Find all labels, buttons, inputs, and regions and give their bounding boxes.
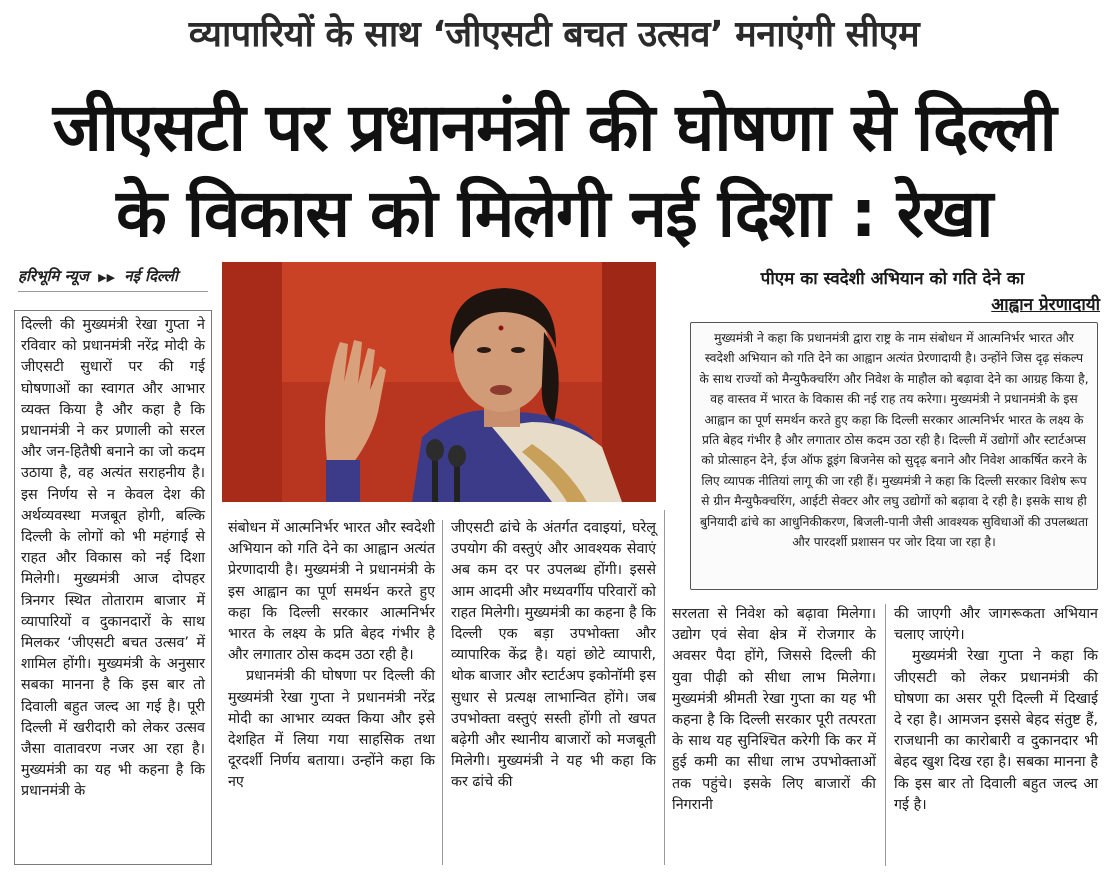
byline-city: नई दिल्ली bbox=[124, 267, 178, 285]
sidebar-subhead-line-2: आह्वान प्रेरणादायी bbox=[991, 295, 1100, 315]
column-divider bbox=[885, 604, 886, 866]
article-column-3 bbox=[451, 518, 656, 868]
paragraph: सरलता से निवेश को बढ़ावा मिलेगा। उद्योग एवं सेवा क्षेत्र में रोजगार के अवसर पैदा होंगे, जिससे दिल्ली की युवा पीढ़ी को सीधा लाभ मिलेगा। मुख्यमंत्री श्रीमती रेखा गुप्ता का यह भी कहना है कि दिल्ली सरकार पूरी तत्परता के साथ यह सुनिश्चित करेगी कि कर में हुई कमी का सीधा लाभ उपभोक्ताओं तक पहुंचे। इसके लिए बाजारों की निगरानी bbox=[672, 606, 876, 813]
column-divider bbox=[664, 510, 665, 865]
main-headline-line-2: के विकास को मिलेगी नई दिशा : रेखा bbox=[116, 175, 992, 252]
paragraph: प्रधानमंत्री की घोषणा पर दिल्ली की मुख्यमंत्री रेखा गुप्ता ने प्रधानमंत्री नरेंद्र मोदी का आभार व्यक्त किया और इसे देशहित में लिया गया साहसिक तथा दूरदर्शी निर्णय बताया। उन्होंने कहा कि नए bbox=[228, 668, 435, 791]
paragraph: जीएसटी ढांचे के अंतर्गत दवाइयां, घरेलू उपयोग की वस्तुएं और आवश्यक सेवाएं अब कम दर पर उपलब्ध होंगी। इससे आम आदमी और मध्यवर्गीय परिवारों को राहत मिलेगी। मुख्यमंत्री का कहना है कि दिल्ली एक बड़ा उपभोक्ता और व्यापारिक केंद्र है। यहां छोटे व्यापारी, थोक बाजार और स्टार्टअप इकोनॉमी इस सुधार से प्रत्यक्ष लाभान्वित होंगे। जब उपभोक्ता वस्तुएं सस्ती होंगी तो खपत बढ़ेगी और स्थानीय बाजारों को मजबूती मिलेगी। मुख्यमंत्री ने यह भी कहा कि कर ढांचे की bbox=[451, 520, 656, 791]
article-column-2 bbox=[228, 518, 435, 868]
byline-arrow-icon: ▶▶ bbox=[98, 271, 116, 284]
chief-minister-photo bbox=[222, 262, 656, 502]
paragraph: संबोधन में आत्मनिर्भर भारत और स्वदेशी अभियान को गति देने का आह्वान अत्यंत प्रेरणादायी है। मुख्यमंत्री ने प्रधानमंत्री के इस आह्वान का पूर्ण समर्थन करते हुए कहा कि दिल्ली सरकार आत्मनिर्भर भारत के लक्ष्य के प्रति बेहद गंभीर है और लगातार ठोस कदम उठा रही है। bbox=[228, 520, 435, 664]
article-column-5 bbox=[894, 604, 1098, 869]
column-divider bbox=[442, 520, 443, 865]
sidebar-subhead-line-1: पीएम का स्वदेशी अभियान को गति देने का bbox=[760, 269, 1025, 289]
sidebar-box-text: मुख्यमंत्री ने कहा कि प्रधानमंत्री द्वारा राष्ट्र के नाम संबोधन में आत्मनिर्भर भारत और स्वदेशी अभियान को गति देने का आह्वान अत्यंत प्रेरणादायी है। उन्होंने जिस दृढ़ संकल्प के साथ राज्यों को मैन्युफैक्चरिंग और निवेश के माहौल को बढ़ावा देने का आग्रह किया है, वह वास्तव में भारत के विकास की नई राह तय करेगा। मुख्यमंत्री ने प्रधानमंत्री के इस आह्वान का पूर्ण समर्थन करते हुए कहा कि दिल्ली सरकार आत्मनिर्भर भारत के लक्ष्य के प्रति बेहद गंभीर है और लगातार ठोस कदम उठा रही है। दिल्ली में उद्योगों और स्टार्टअप्स को प्रोत्साहन देने, ईज ऑफ डूइंग बिजनेस को सुदृढ़ बनाने और निवेश आकर्षित करने के लिए व्यापक नीतियां लागू की जा रही हैं। मुख्यमंत्री ने कहा कि दिल्ली सरकार विशेष रूप से ग्रीन मैन्युफैक्चरिंग, आईटी सेक्टर और लघु उद्योगों को बढ़ावा दे रही है। इसके साथ ही बुनियादी ढांचे का आधुनिकीकरण, बिजली-पानी जैसी आवश्यक सुविधाओं की उपलब्धता और पारदर्शी प्रशासन पर जोर दिया जा रहा है। bbox=[690, 322, 1098, 590]
paragraph: दिल्ली की मुख्यमंत्री रेखा गुप्ता ने रविवार को प्रधानमंत्री नरेंद्र मोदी के जीएसटी सुधारों पर की गई घोषणाओं का स्वागत और आभार व्यक्त किया है और कहा है कि प्रधानमंत्री ने कर प्रणाली को सरल और जन-हितैषी बनाने का जो कदम उठाया है, वह अत्यंत सराहनीय है। इस निर्णय से न केवल देश की अर्थव्यवस्था मजबूत होगी, बल्कि दिल्ली के लोगों को भी महंगाई से राहत और विकास को नई दिशा मिलेगी। मुख्यमंत्री आज दोपहर त्रिनगर स्थित तोताराम बाजार में व्यापारियों व दुकानदारों के साथ मिलकर ‘जीएसटी बचत उत्सव’ में शामिल होंगी। मुख्यमंत्री के अनुसार सबका मानना है कि इस बार तो दिवाली बहुत जल्द आ गई है। पूरी दिल्ली में खरीदारी को लेकर उत्सव जैसा वातावरण नजर आ रहा है। मुख्यमंत्री का यह भी कहना है कि प्रधानमंत्री के bbox=[21, 317, 205, 800]
main-headline-line-1: जीएसटी पर प्रधानमंत्री की घोषणा से दिल्ली bbox=[52, 89, 1056, 166]
paragraph: मुख्यमंत्री रेखा गुप्ता ने कहा कि जीएसटी को लेकर प्रधानमंत्री की घोषणा का असर पूरी दिल्ली में दिखाई दे रहा है। आमजन इससे बेहद संतुष्ट हैं, राजधानी का कारोबारी व दुकानदार भी बेहद खुश दिख रहा है। सबका मानना है कि इस बार तो दिवाली बहुत जल्द आ गई है। bbox=[894, 648, 1098, 813]
news-photo bbox=[222, 262, 656, 502]
byline bbox=[18, 266, 208, 292]
article-column-4 bbox=[672, 604, 876, 869]
paragraph: की जाएगी और जागरूकता अभियान चलाए जाएंगे। bbox=[894, 606, 1098, 644]
article-column-1 bbox=[14, 310, 212, 865]
byline-agency: हरिभूमि न्यूज bbox=[18, 267, 89, 285]
kicker-headline: व्यापारियों के साथ ‘जीएसटी बचत उत्सव’ मनाएंगी सीएम bbox=[188, 14, 920, 55]
